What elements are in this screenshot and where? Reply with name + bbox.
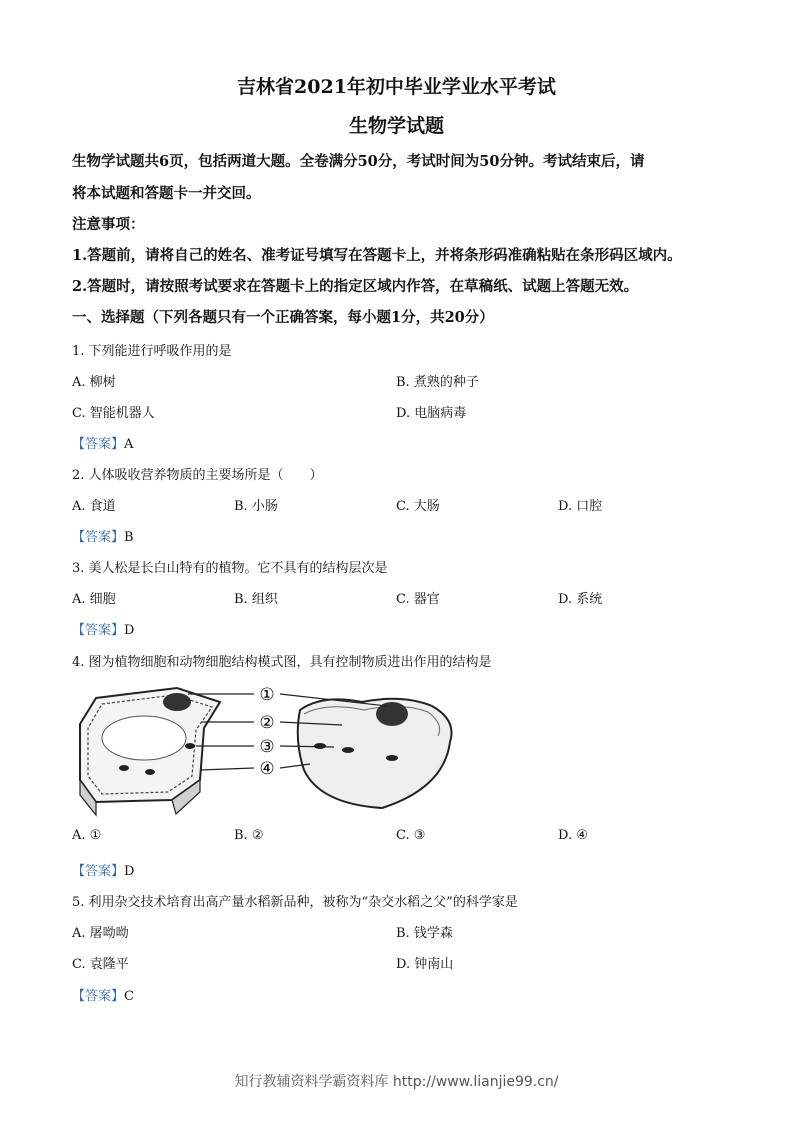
exam-subtitle: 生物学试题 — [348, 115, 444, 137]
answer-tag: 【答案】 — [72, 864, 125, 879]
answer-value: B — [124, 530, 134, 545]
figure-label-1: ① — [259, 685, 275, 705]
question-5-option-a: A. 屠呦呦 — [72, 926, 129, 941]
question-1-answer — [72, 433, 133, 452]
note-2: 2.答题时，请按照考试要求在答题卡上的指定区域内作答，在草稿纸、试题上答题无效。 — [72, 278, 639, 295]
question-2-option-c: C. 大肠 — [396, 499, 440, 514]
note-1: 1.答题前，请将自己的姓名、准考证号填写在答题卡上，并将条形码准确粘贴在条形码区域内。 — [72, 247, 682, 264]
answer-value: D — [124, 864, 135, 879]
answer-tag: 【答案】 — [72, 437, 125, 452]
figure-label-2: ② — [259, 713, 275, 733]
plant-cell-illustration — [80, 688, 220, 815]
question-3-answer — [72, 619, 134, 638]
question-4-option-c: C. ③ — [396, 828, 426, 843]
question-5-option-d: D. 钟南山 — [396, 957, 454, 972]
question-4-answer — [72, 860, 134, 879]
intro-text-line2: 将本试题和答题卡一并交回。 — [72, 185, 261, 202]
exam-title: 吉林省2021年初中毕业学业水平考试 — [237, 76, 556, 98]
question-5-option-c: C. 袁隆平 — [72, 957, 129, 972]
question-3-option-c: C. 器官 — [396, 592, 440, 607]
question-4-option-a: A. ① — [72, 828, 102, 843]
question-5-answer — [72, 985, 134, 1004]
question-3-option-a: A. 细胞 — [72, 592, 116, 607]
question-4-option-b: B. ② — [234, 828, 264, 843]
question-5-option-b: B. 钱学森 — [396, 926, 453, 941]
question-2-option-b: B. 小肠 — [234, 499, 278, 514]
question-3-option-b: B. 组织 — [234, 592, 278, 607]
answer-tag: 【答案】 — [72, 623, 125, 638]
question-4-option-d: D. ④ — [558, 828, 588, 843]
question-2-answer — [72, 526, 134, 545]
question-2-option-a: A. 食道 — [72, 499, 116, 514]
question-3-stem: 3. 美人松是长白山特有的植物。它不具有的结构层次是 — [72, 561, 388, 576]
notes-heading: 注意事项： — [72, 216, 145, 233]
page-footer-watermark: 知行教辅资料学霸资料库 http://www.lianjie99.cn/ — [234, 1074, 559, 1090]
question-1-option-a: A. 柳树 — [72, 375, 116, 390]
figure-label-4: ④ — [259, 759, 275, 779]
answer-tag: 【答案】 — [72, 989, 125, 1004]
question-1-option-d: D. 电脑病毒 — [396, 406, 467, 421]
question-2-option-d: D. 口腔 — [558, 499, 603, 514]
intro-text-line1: 生物学试题共6页，包括两道大题。全卷满分50分，考试时间为50分钟。考试结束后，请 — [72, 153, 645, 170]
animal-cell-illustration — [298, 699, 452, 808]
cell-structure-figure — [72, 680, 467, 820]
question-4-stem: 4. 图为植物细胞和动物细胞结构模式图，具有控制物质进出作用的结构是 — [72, 655, 492, 670]
question-2-stem: 2. 人体吸收营养物质的主要场所是（ ） — [72, 468, 323, 483]
question-1-stem: 1. 下列能进行呼吸作用的是 — [72, 344, 232, 359]
figure-label-3: ③ — [259, 737, 275, 757]
question-3-option-d: D. 系统 — [558, 592, 603, 607]
question-1-option-c: C. 智能机器人 — [72, 406, 155, 421]
answer-value: A — [124, 437, 134, 452]
answer-value: D — [124, 623, 135, 638]
question-1-option-b: B. 煮熟的种子 — [396, 375, 479, 390]
answer-tag: 【答案】 — [72, 530, 125, 545]
answer-value: C — [124, 989, 134, 1004]
section-heading: 一、选择题（下列各题只有一个正确答案，每小题1分，共20分） — [72, 309, 494, 326]
question-5-stem: 5. 利用杂交技术培育出高产量水稻新品种，被称为“杂交水稻之父”的科学家是 — [72, 895, 518, 910]
